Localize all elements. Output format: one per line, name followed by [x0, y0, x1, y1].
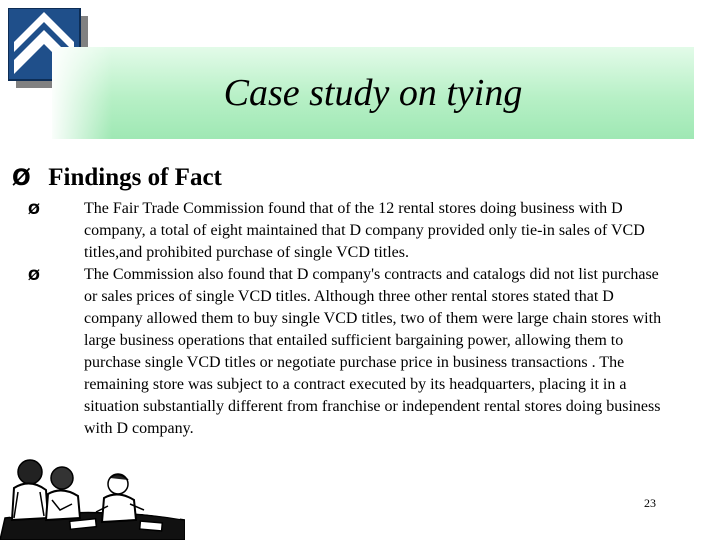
bullet-arrow-icon: Ø	[28, 268, 40, 284]
bullet-text: The Commission also found that D company's contracts and catalogs did not list purchase or sales prices of single VCD titles. Although three other rental stores stated that D company allowed them to buy single VCD titles, two of them were large chain stores with large business operations that entailed sufficient bargaining power, allowing them to purchase single VCD titles or negotiate purchase price in business transactions . The remaining store was subject to a contract executed by its headquarters, placing it in a situation substantially different from franchise or independent rental stores doing business with D company.	[84, 266, 662, 437]
section-heading	[12, 162, 702, 195]
bullet-arrow-icon: Ø	[28, 202, 40, 218]
people-at-table-clipart	[0, 448, 185, 540]
slide-title: Case study on tying	[223, 72, 523, 114]
list-item	[14, 198, 674, 264]
bullet-arrow-icon: Ø	[12, 166, 31, 191]
heading-text: Findings of Fact	[48, 164, 222, 191]
list-item	[14, 264, 674, 440]
bullet-text: The Fair Trade Commission found that of the 12 rental stores doing business with D company, a total of eight maintained that D company provided only tie-in sales of VCD titles,and prohibited purchase of single VCD titles.	[84, 200, 645, 261]
page-number: 23	[644, 496, 656, 510]
bullet-list	[14, 198, 674, 440]
